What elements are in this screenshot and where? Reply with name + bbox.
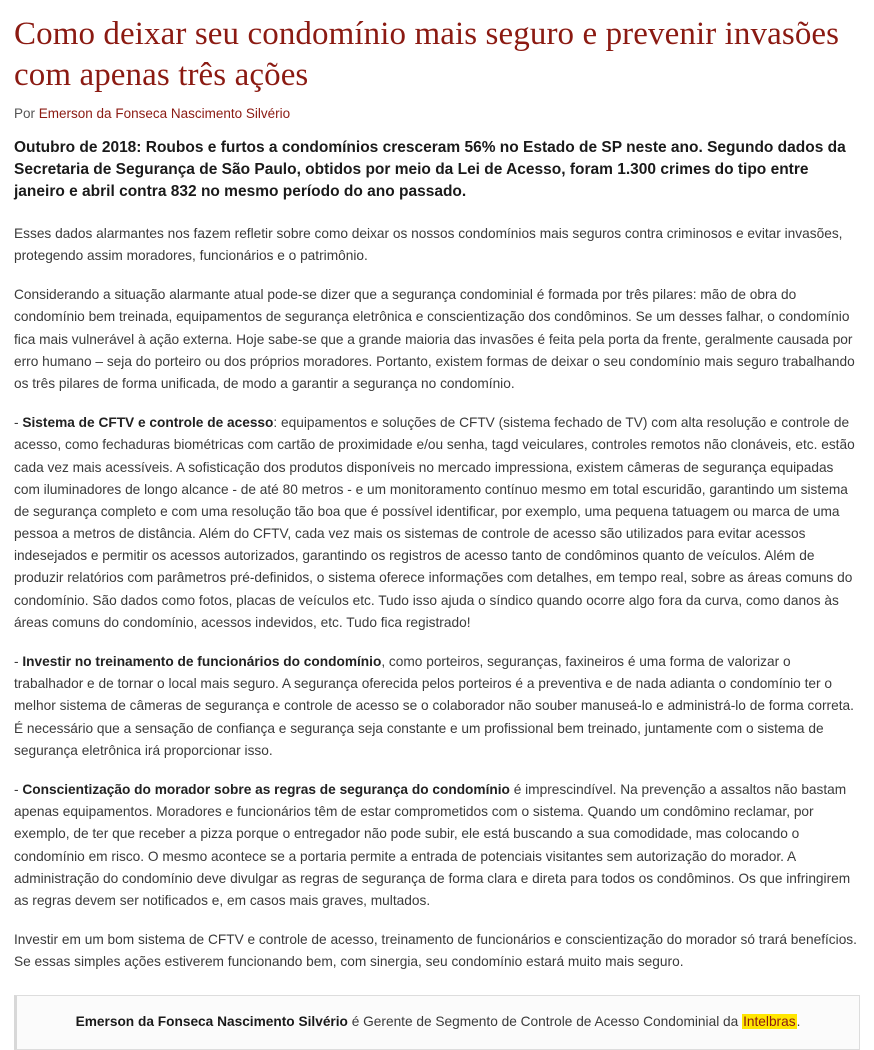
article-lede: Outubro de 2018: Roubos e furtos a condomínios cresceram 56% no Estado de SP neste ano. Segundo dados da Secretaria de Segurança de São Paulo, obtidos por meio da Lei de Acesso, foram 1.300 crimes do tipo entre janeiro e abril contra 832 no mesmo período do ano passado. [14,138,846,200]
paragraph-4-text: , como porteiros, seguranças, faxineiros é uma forma de valorizar o trabalhador e de tornar o local mais seguro. A segurança oferecida pelos porteiros é a preventiva e de nada adianta o condomínio ter o melhor sistema de câmeras de segurança e controle de acesso se o colaborador não souber manuseá-lo e administrá-lo de forma correta. É necessário que a sensação de confiança e segurança seja constante e um profissional bem treinado, juntamente com o sistema de segurança eletrônica irá proporcionar isso. [14,654,854,758]
paragraph-2: Considerando a situação alarmante atual pode-se dizer que a segurança condominial é formada por três pilares: mão de obra do condomínio bem treinada, equipamentos de segurança eletrônica e conscientização dos condôminos. Se um desses falhar, o condomínio fica mais vulnerável à ação externa. Hoje sabe-se que a grande maioria das invasões é feita pela porta da frente, geralmente causada por erro humano – seja do porteiro ou dos próprios moradores. Portanto, existem formas de deixar o seu condomínio mais seguro trabalhando os três pilares de forma unificada, de modo a garantir a segurança no condomínio. [14,287,855,391]
paragraph-5-lead: Conscientização do morador sobre as regras de segurança do condomínio [22,781,510,797]
paragraph-4-dash: - [14,654,23,669]
paragraph-1: Esses dados alarmantes nos fazem refletir sobre como deixar os nossos condomínios mais seguros contra criminosos e evitar invasões, protegendo assim moradores, funcionários e o patrimônio. [14,225,843,263]
paragraph-3-dash: - [14,415,23,431]
paragraph-3-text: : equipamentos e soluções de CFTV (sistema fechado de TV) com alta resolução e controle de acesso, como fechaduras biométricas com cartão de proximidade e/ou senha, tagd veiculares, controles remotos não clonáveis, etc. estão cada vez mais acessíveis. A sofisticação dos produtos disponíveis no mercado impressiona, existem câmeras de segurança equipadas com iluminadores de longo alcance - de até 80 metros - e um monitoramento contínuo mesmo em total escuridão, garantindo um sistema de segurança completo e com uma resolução tão boa que é possível identificar, por exemplo, uma pequena tatuagem ou marca de uma pessoa a metros de distância. Além do CFTV, cada vez mais os sistemas de controle de acesso são utilizados para evitar acessos indesejados e permitir os acessos autorizados, garantindo os registros de acesso tanto de condôminos quanto de veículos. Além de produzir relatórios com parâmetros pré-definidos, o sistema oferece informações com detalhes, em tempo real, sobre as áreas comuns do condomínio. São dados como fotos, placas de veículos etc. Tudo isso ajuda o síndico quando ocorre algo fora da curva, como danos às áreas comuns do condomínio, acessos indevidos, etc. Tudo fica registrado! [14,415,855,630]
paragraph-4 [14,651,860,762]
paragraph-3-lead: Sistema de CFTV e controle de acesso [22,415,274,431]
author-bio-box [14,995,860,1050]
author-bio-text: é Gerente de Segmento de Controle de Acesso Condominial da [347,1014,743,1030]
paragraph-3 [14,412,860,634]
byline-prefix: Por [14,105,36,121]
author-bio-name: Emerson da Fonseca Nascimento Silvério [75,1014,348,1030]
paragraph-5-dash: - [14,781,23,797]
author-link[interactable]: Emerson da Fonseca Nascimento Silvério [38,105,291,121]
byline [14,106,860,121]
page-title: Como deixar seu condomínio mais seguro e prevenir invasões com apenas três ações [14,16,840,93]
author-bio-text-end: . [796,1014,801,1030]
paragraph-5-text: é imprescindível. Na prevenção a assaltos não bastam apenas equipamentos. Moradores e funcionários têm de estar comprometidos com o sistema. Quando um condômino reclamar, por exemplo, de ter que receber a pizza porque o entregador não pode subir, ele está buscando a sua comodidade, mas colocando o condomínio em risco. O mesmo acontece se a portaria permite a entrada de potenciais visitantes sem autorização do morador. A administração do condomínio deve divulgar as regras de segurança de forma clara e direta para todos os condôminos. Os que infringirem as regras devem ser notificados e, em casos mais graves, multados. [14,781,851,908]
paragraph-5 [14,779,860,912]
paragraph-6: Investir em um bom sistema de CFTV e controle de acesso, treinamento de funcionários e conscientização do morador só trará benefícios. Se essas simples ações estiverem funcionando bem, com sinergia, seu condomínio estará muito mais seguro. [14,932,857,970]
paragraph-4-lead: Investir no treinamento de funcionários do condomínio [22,654,382,669]
intelbras-link[interactable]: Intelbras [743,1014,796,1030]
